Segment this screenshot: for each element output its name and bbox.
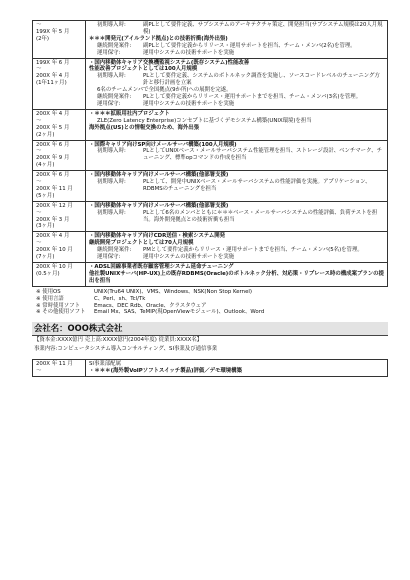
phase-description: 副PLとして要件定義からリリース・運用サポートを担当、チーム・メンバ(2名)を管理。 — [143, 42, 356, 49]
phase-label: 継続開発案件: — [97, 94, 132, 101]
period-cell — [33, 21, 86, 59]
period-text: 〜 — [36, 209, 42, 216]
environment-item — [32, 296, 388, 303]
project-phase — [89, 210, 384, 224]
table-row — [33, 140, 388, 171]
project-phase — [89, 247, 384, 254]
period-text: 200X 年 5 月 — [36, 124, 70, 131]
period-text: 200X 年 9 月 — [36, 155, 70, 162]
period-text: (2ヶ月) — [36, 131, 55, 138]
phase-description: 運用中システムの技術サポートを実施 — [143, 49, 235, 56]
period-cell — [33, 171, 86, 202]
period-text: 200X 年 3 月 — [36, 216, 70, 223]
project-cell — [86, 359, 388, 376]
period-text: 200X 年 4 月 — [36, 110, 70, 117]
table-row — [33, 232, 388, 263]
project-title: 継続開発プロジェクトとしては70人月規模 — [89, 240, 194, 247]
period-text: 200X 年 4 月 — [36, 233, 70, 240]
project-title: ・＊＊＊拡販用社内プロジェクト — [89, 110, 170, 117]
period-text: 200X 年 4 月 — [36, 73, 70, 80]
phase-description: PMとして要件定義からリリース・運用サポートまでを担当、チーム・メンバ(5名)を管理。 — [143, 247, 363, 254]
phase-description: 運用中システムの技術サポートを実施 — [143, 100, 235, 107]
environment-item — [32, 289, 388, 296]
project-cell — [86, 171, 388, 202]
resume-page — [32, 20, 388, 377]
project-detail: ZLE(Zero Latency Enterprise)コンセプトに基づくデモシステム構築(UNIX環境)を担当 — [97, 117, 312, 124]
phase-description: PLとして要件定義からリリース・運用サポートまでを担当、チーム・メンバ(3名)を管理。 — [143, 94, 362, 101]
period-text: (4ヶ月) — [36, 162, 55, 169]
career-table — [32, 20, 388, 287]
project-title: ・国内移動体キャリア向けCDR送信・検索システム開発 — [89, 233, 226, 240]
period-text: 200X 年 10 月 — [36, 247, 73, 254]
period-text: 〜 — [36, 179, 42, 186]
period-text: 200X 年 6 月 — [36, 172, 70, 179]
table-row — [33, 58, 388, 109]
table-row — [33, 21, 388, 59]
period-cell — [33, 201, 86, 232]
period-cell — [33, 58, 86, 109]
period-cell — [33, 359, 86, 376]
project-phase — [89, 73, 384, 87]
period-text: 199X 年 6 月 — [36, 59, 70, 66]
table-row — [33, 171, 388, 202]
phase-description: PLとして、開発中UNIXベース・メールサーバシステムの性能評価を実施。アプリケーション、RDBMSのチューニングを担当 — [143, 179, 371, 192]
phase-label: 運用保守: — [97, 254, 121, 261]
period-text: 〜 — [36, 22, 42, 28]
period-start: 200X 年 11 月 — [36, 360, 73, 367]
phase-description: 運用中システムの技術サポートを実施 — [143, 254, 235, 261]
project-cell — [86, 109, 388, 140]
period-text: 200X 年 11 月 — [36, 185, 73, 192]
environment-value: UNIX(Tru64 UNIX)、VMS、Windows、NSK(Non Stop Kernel) — [94, 288, 252, 295]
project-phase — [89, 179, 384, 193]
phase-description: PLとして6名のメンバとともに＊＊＊ベース・メールサーバシステムの性能評価、負荷テストを担当。海外開発拠点との技術折衝も担当 — [143, 209, 378, 223]
environment-label: ※ 使用言語 — [36, 295, 64, 302]
period-text: 〜 — [36, 66, 42, 73]
project-cell — [86, 201, 388, 232]
phase-label: 継続開発案件: — [97, 247, 132, 254]
project-title: ・国内移動体キャリア向けメールサーバ構築(他部署支援) — [89, 172, 229, 179]
project-cell — [86, 140, 388, 171]
environment-label: ※ 使用OS — [36, 288, 61, 295]
phase-label: 初期導入時: — [97, 209, 126, 216]
period-tilde: 〜 — [36, 367, 42, 374]
table-row — [33, 359, 388, 376]
project-detail: 6名のチームメンバで全国拠点(9か所)への展開を完遂。 — [97, 87, 232, 94]
phase-label: 初期導入時: — [97, 179, 126, 186]
table-row — [33, 109, 388, 140]
phase-description: PLとして要件定義、システムのボトルネック調査を実施し、ソースコードレベルのチューニング方針と移行計画を立案 — [143, 73, 380, 87]
period-text: 200X 年 6 月 — [36, 141, 70, 148]
phase-label: 運用保守: — [97, 49, 121, 56]
project-title: ・＊＊＊(海外製VoIPソフトスイッチ製品)評価／デモ環境構築 — [89, 367, 242, 374]
phase-description: 副PLとして要件定義、サブシステムのアーキテクチャ策定、開発担当(サブシステム規模は20人月規模) — [143, 22, 383, 35]
project-cell — [86, 58, 388, 109]
project-cell — [86, 21, 388, 59]
period-cell — [33, 232, 86, 263]
project-title: 海外拠点(US)との情報交換のため、海外出張 — [89, 124, 200, 131]
phase-description: PLとしてUNIXベース・メールサーバシステム性能管理を担当、ストレージ設計、ベンチマーク、チューニング、標準opコマンドの作成を担当 — [143, 148, 383, 162]
environment-value: Email Mx、SAS、TeMIP(現OpenViewモジュール)、Outlook、Word — [94, 309, 265, 316]
project-title: ・国内移動体キャリア向けメールサーバ構築(他部署支援) — [89, 202, 229, 209]
company-business: 事業内容:コンピュータシステム導入コンサルティング、SI事業及び通信事業 — [34, 346, 218, 352]
phase-label: 初期導入時: — [97, 22, 126, 28]
period-text: (5ヶ月) — [36, 192, 55, 199]
period-text: (3ヶ月) — [36, 223, 55, 230]
table-row — [33, 263, 388, 287]
environment-label: ※ その他使用ソフト — [36, 309, 86, 316]
period-text: (0.5ヶ月) — [36, 270, 60, 277]
period-text: (2年) — [36, 35, 50, 42]
project-title: 他社製UNIXサーバ(HP-UX)上の既存RDBMS(Oracle)のボトルネック分析、対応策・リプレース時の構成案プランの提出を担当 — [89, 270, 384, 284]
project-title: ・ADSL回線事業者既存顧客管理システム延命チューニング — [89, 264, 234, 270]
project-phase — [89, 22, 384, 36]
environment-item — [32, 309, 388, 316]
period-text: 200X 年 10 月 — [36, 264, 73, 270]
project-title: 性能改善プロジェクトとしては100人月規模 — [89, 66, 198, 73]
project-phase — [89, 254, 384, 261]
department: SI事業部配属 — [89, 360, 121, 367]
company-name: 会社名：OOO株式会社 — [32, 322, 388, 336]
phase-label: 継続開発案件: — [97, 42, 132, 49]
period-text: (7ヶ月) — [36, 254, 55, 261]
project-cell — [86, 263, 388, 287]
table-row — [33, 201, 388, 232]
career-table-body — [33, 21, 388, 287]
period-cell — [33, 140, 86, 171]
environment-value: Emacs、DEC Rdb、Oracle、クラスタウェア — [94, 302, 207, 309]
environment-label: ※ 常時使用ソフト — [36, 302, 80, 309]
period-text: 〜 — [36, 240, 42, 247]
project-phase — [89, 94, 384, 101]
project-phase — [89, 50, 384, 57]
environment-value: C、Perl、sh、Tcl/Tk — [94, 295, 146, 302]
project-phase — [89, 148, 384, 162]
company-capital: 【資本金:XXXX億円 売上高:XXXX億円(2004年度) 従業員:XXXX名】 — [34, 337, 203, 344]
project-title: ・国際キャリア向けSP向けメールサーバ構築(100人月規模) — [89, 141, 237, 148]
project-cell — [86, 232, 388, 263]
period-text: 199X 年 5 月 — [36, 28, 70, 35]
project-title: ・国内移動体キャリア交換機監視システム(既存システム)性能改善 — [89, 59, 250, 66]
period-cell — [33, 263, 86, 287]
next-career-table — [32, 359, 388, 377]
project-phase — [89, 43, 384, 50]
phase-label: 初期導入時: — [97, 73, 126, 80]
period-text: 200X 年 12 月 — [36, 202, 73, 209]
period-text: (1年11ヶ月) — [36, 80, 67, 87]
project-title: ＊＊＊開発元(アイルランド拠点)との技術折衝(海外出張) — [89, 35, 228, 42]
period-text: 〜 — [36, 117, 42, 124]
phase-label: 初期導入時: — [97, 148, 126, 155]
environment-section — [32, 289, 388, 317]
project-phase — [89, 101, 384, 108]
period-text: 〜 — [36, 148, 42, 155]
period-cell — [33, 109, 86, 140]
phase-label: 運用保守: — [97, 100, 121, 107]
